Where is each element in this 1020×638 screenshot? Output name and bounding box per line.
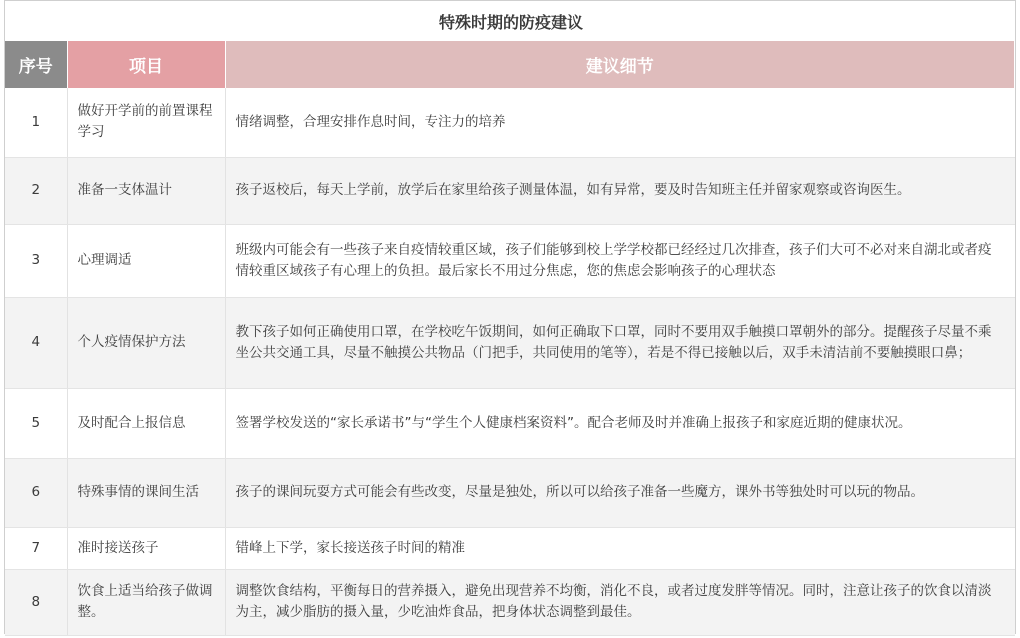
row-detail: 孩子返校后，每天上学前，放学后在家里给孩子测量体温，如有异常，要及时告知班主任并留家观察或咨询医生。: [225, 157, 1015, 224]
table-row: [5, 458, 1015, 527]
table-row: [5, 569, 1015, 635]
row-no: 5: [5, 388, 67, 458]
row-detail: 教下孩子如何正确使用口罩，在学校吃午饭期间，如何正确取下口罩，同时不要用双手触摸口罩朝外的部分。提醒孩子尽量不乘坐公共交通工具，尽量不触摸公共物品（门把手，共同使用的笔等），若是不得已接触以后，双手未清洁前不要触摸眼口鼻；: [225, 297, 1015, 388]
table-frame: [4, 0, 1016, 634]
row-item: 心理调适: [67, 224, 225, 297]
header-no: 序号: [5, 41, 67, 88]
header-row: [5, 41, 1015, 88]
row-detail: 签署学校发送的“家长承诺书”与“学生个人健康档案资料”。配合老师及时并准确上报孩子和家庭近期的健康状况。: [225, 388, 1015, 458]
row-detail: 情绪调整，合理安排作息时间，专注力的培养: [225, 88, 1015, 157]
table-row: [5, 297, 1015, 388]
row-detail: 错峰上下学，家长接送孩子时间的精准: [225, 527, 1015, 569]
table-row: [5, 527, 1015, 569]
table-row: [5, 224, 1015, 297]
row-no: 3: [5, 224, 67, 297]
row-no: 6: [5, 458, 67, 527]
row-no: 8: [5, 569, 67, 635]
table-row: [5, 157, 1015, 224]
table-title: 特殊时期的防疫建议: [438, 12, 583, 32]
row-no: 7: [5, 527, 67, 569]
row-item: 做好开学前的前置课程学习: [67, 88, 225, 157]
row-detail: 孩子的课间玩耍方式可能会有些改变，尽量是独处，所以可以给孩子准备一些魔方，课外书等独处时可以玩的物品。: [225, 458, 1015, 527]
row-item: 个人疫情保护方法: [67, 297, 225, 388]
row-no: 2: [5, 157, 67, 224]
header-detail: 建议细节: [225, 41, 1015, 88]
row-detail: 调整饮食结构，平衡每日的营养摄入，避免出现营养不均衡，消化不良，或者过度发胖等情况。同时，注意让孩子的饮食以清淡为主，减少脂肪的摄入量，少吃油炸食品，把身体状态调整到最佳。: [225, 569, 1015, 635]
row-item: 及时配合上报信息: [67, 388, 225, 458]
advice-table: [5, 41, 1015, 636]
row-item: 准备一支体温计: [67, 157, 225, 224]
row-no: 1: [5, 88, 67, 157]
row-item: 饮食上适当给孩子做调整。: [67, 569, 225, 635]
row-no: 4: [5, 297, 67, 388]
row-item: 特殊事情的课间生活: [67, 458, 225, 527]
table-row: [5, 88, 1015, 157]
header-item: 项目: [67, 41, 225, 88]
row-item: 准时接送孩子: [67, 527, 225, 569]
table-row: [5, 388, 1015, 458]
row-detail: 班级内可能会有一些孩子来自疫情较重区域，孩子们能够到校上学学校都已经经过几次排查，孩子们大可不必对来自湖北或者疫情较重区域孩子有心理上的负担。最后家长不用过分焦虑，您的焦虑会影响孩子的心理状态: [225, 224, 1015, 297]
